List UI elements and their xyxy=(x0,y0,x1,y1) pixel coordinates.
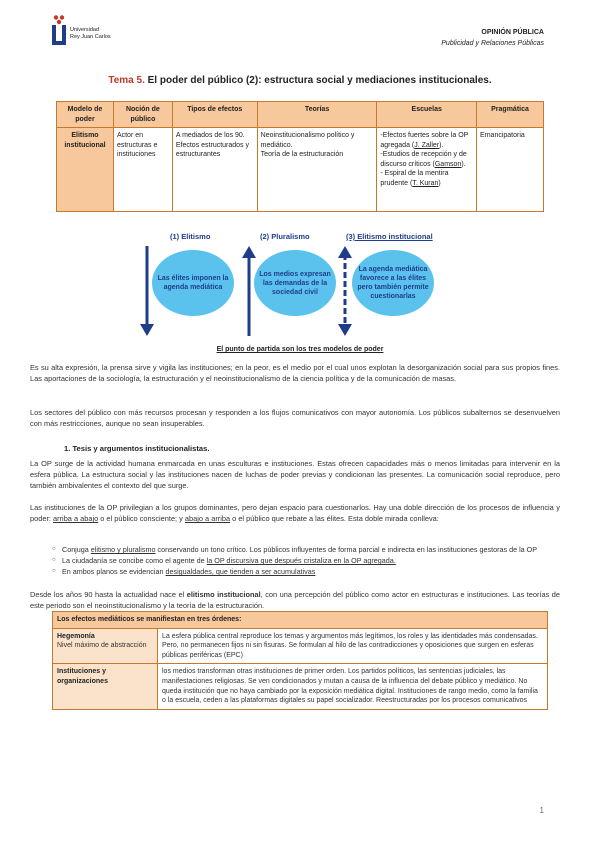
model-label-elitismo-institucional: (3) Elitismo institucional xyxy=(346,232,433,241)
page-title: Tema 5. El poder del público (2): estructura social y mediaciones institucionales. xyxy=(108,75,492,86)
effects-header: Los efectos mediáticos se manifiestan en tres órdenes: xyxy=(53,612,548,629)
th-modelo: Modelo de poder xyxy=(57,102,114,128)
page-number: 1 xyxy=(539,806,544,815)
model-label-elitismo: (1) Elitismo xyxy=(170,232,211,241)
subject-title: OPINIÓN PÚBLICA xyxy=(481,29,544,36)
paragraph-3: La OP surge de la actividad humana enmarcada en unas esculturas e instituciones. Estas ofrecen capacidades más o menos limitadas para intervenir en la esfera pública. La estructura social y las instituciones nacen de luchas de poder previas y condicionan las presentes. La comunicación social reproduce, pero también ambivalentes el contexto del que surge. xyxy=(30,459,560,491)
table-row xyxy=(53,628,548,664)
cell-modelo: Elitismo institucional xyxy=(57,128,114,212)
th-pragmatica: Pragmática xyxy=(477,102,544,128)
cell-teorias: Neoinstitucionalismo político y mediático. Teoría de la estructuración xyxy=(257,128,377,212)
th-escuelas: Escuelas xyxy=(377,102,477,128)
model-label-pluralismo: (2) Pluralismo xyxy=(260,232,310,241)
model-bubble-pluralismo: Los medios expresan las demandas de la sociedad civil xyxy=(254,250,336,316)
bullet-list xyxy=(52,544,552,578)
logo-text: Universidad Rey Juan Carlos xyxy=(70,27,111,40)
th-nocion: Noción de público xyxy=(113,102,172,128)
model-bubble-elitismo-institucional: La agenda mediática favorece a las élites pero también permite cuestionarlas xyxy=(352,250,434,316)
list-item: ○ La ciudadanía se concibe como el agente de la OP discursiva que después cristaliza en la OP agregada. xyxy=(52,555,552,566)
cell-efectos: A mediados de los 90. Efectos estructurados y estructurantes xyxy=(172,128,257,212)
diagram-caption: El punto de partida son los tres modelos de poder xyxy=(216,346,384,353)
list-item: ○ En ambos planos se evidencian desigualdades, que tienden a ser acumulativas xyxy=(52,566,552,577)
list-item: ○ Conjuga elitismo y pluralismo conservando un tono crítico. Los públicos influyentes de forma parcial e indirecta en las instituciones gestoras de la OP xyxy=(52,544,552,555)
model-bubble-elitismo: Las élites imponen la agenda mediática xyxy=(152,250,234,316)
table-row xyxy=(57,128,544,212)
paragraph-1: Es su alta expresión, la prensa sirve y vigila las instituciones; en la peor, es el medio por el cual unos explotan la desorganización social para sus propios fines. Las aportaciones de la sociología, la estructuración y el neoinstitucionalismo de la ciencia política y de la comunicación de masas. xyxy=(30,363,560,384)
header-right xyxy=(441,27,544,49)
paragraph-4: Las instituciones de la OP privilegian a los grupos dominantes, pero dejan espacio para cuestionarlos. Hay una doble dirección de los procesos de influencia y poder: arriba a abajo o el público consciente; y abajo a arriba o el público que rebate a las élites. Esta doble mirada conlleva: xyxy=(30,503,560,524)
effects-header-row xyxy=(53,612,548,629)
cell-nocion: Actor en estructuras e instituciones xyxy=(113,128,172,212)
section-heading: 1. Tesis y argumentos institucionalistas. xyxy=(64,444,210,453)
degree-title: Publicidad y Relaciones Públicas xyxy=(441,40,544,47)
effects-table xyxy=(52,611,548,710)
paragraph-2: Los sectores del público con más recursos procesan y responden a los flujos comunicativos con mayor autonomía. Los públicos subalternos se desenvuelven con más restricciones, aunque no sean insuperables. xyxy=(30,408,560,429)
power-models-diagram xyxy=(130,232,450,342)
models-table xyxy=(56,101,544,212)
th-efectos: Tipos de efectos xyxy=(172,102,257,128)
paragraph-5: Desde los años 90 hasta la actualidad nace el elitismo institucional, con una percepción del público como actor en estructuras e instituciones. Las teorías de este periodo son el neoinstitucionalismo y la teoría de la estructuración. xyxy=(30,590,560,611)
effects-label-instituciones: Instituciones y organizaciones xyxy=(53,664,158,709)
arrow-bidirectional-icon xyxy=(338,246,352,336)
cell-escuelas: -Efectos fuertes sobre la OP agregada (J. Zaller). -Estudios de recepción y de discurso críticos (Gamson). - Espiral de la mentira prudente (T. Kuran) xyxy=(377,128,477,212)
th-teorias: Teorías xyxy=(257,102,377,128)
cell-pragmatica: Emancipatoria xyxy=(477,128,544,212)
effects-text-hegemonia: La esfera pública central reproduce los temas y argumentos más legítimos, los roles y las identidades más condensadas. Pero, no permanecen fijos ni sin fisuras. Se formulan al hilo de las contradicciones y oposiciones que surgen en esferas públicas periféricas (EPC) xyxy=(158,628,548,664)
effects-label-hegemonia: Hegemonía Nivel máximo de abstracción xyxy=(53,628,158,664)
table-row xyxy=(53,664,548,709)
effects-text-instituciones: los medios transforman otras instituciones de primer orden. Los partidos políticos, las sentencias judiciales, las manifestaciones religiosas. Se ven condicionados y mutan a causa de la influencia del debate público y mediático. No queda institución que no haya cambiado por la exposición mediática digital. Instituciones de rango medio, como la familia o la escuela, ceden a las plataformas digitales su papel socializador. Reestructuradas por los procesos comunicativos xyxy=(158,664,548,709)
table-header-row xyxy=(57,102,544,128)
